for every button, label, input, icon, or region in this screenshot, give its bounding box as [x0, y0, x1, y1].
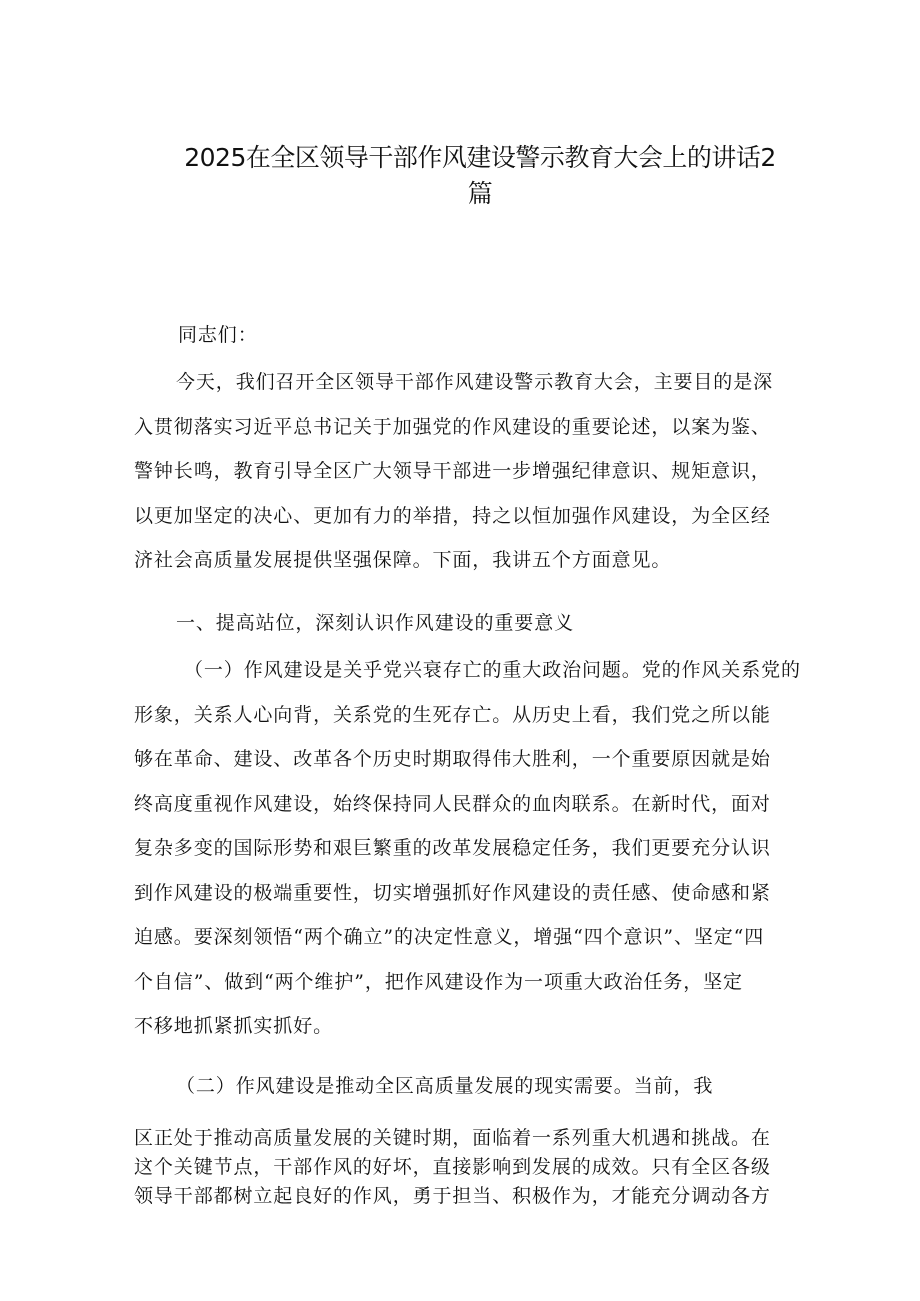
paragraph-line: 终高度重视作风建设，始终保持同人民群众的血肉联系。在新时代，面对 — [134, 792, 771, 815]
paragraph-line: 区正处于推动高质量发展的关键时期，面临着一系列重大机遇和挑战。在 — [134, 1127, 771, 1149]
paragraph-line: 以更加坚定的决心、更加有力的举措，持之以恒加强作风建设，为全区经 — [134, 504, 771, 527]
paragraph-line: 这个关键节点，干部作风的好坏，直接影响到发展的成效。只有全区各级 — [134, 1156, 771, 1178]
subsection-1-paragraph — [134, 648, 801, 1049]
paragraph-line: 形象，关系人心向背，关系党的生死存亡。从历史上看，我们党之所以能 — [134, 703, 771, 726]
title-line-1: 2025在全区领导干部作风建设警示教育大会上的讲话2 — [184, 143, 776, 172]
paragraph-line: （一）作风建设是关乎党兴衰存亡的重大政治问题。党的作风关系党的 — [184, 659, 801, 681]
title-line-2: 篇 — [467, 179, 493, 208]
paragraph-line: 今天，我们召开全区领导干部作风建设警示教育大会，主要目的是深 — [176, 371, 774, 393]
intro-paragraph — [134, 360, 786, 583]
subsection-2-first-line: （二）作风建设是推动全区高质量发展的现实需要。当前，我 — [176, 1075, 714, 1097]
paragraph-line: 入贯彻落实习近平总书记关于加强党的作风建设的重要论述，以案为鉴、 — [134, 415, 771, 438]
document-title — [170, 140, 790, 212]
paragraph-line: 复杂多变的国际形势和艰巨繁重的改革发展稳定任务，我们更要充分认识 — [134, 837, 771, 859]
paragraph-line: 到作风建设的极端重要性，切实增强抓好作风建设的责任感、使命感和紧 — [134, 881, 771, 904]
section-heading-1: 一、提高站位，深刻认识作风建设的重要意义 — [176, 612, 575, 634]
paragraph-line: 不移地抓紧抓实抓好。 — [134, 1015, 334, 1037]
subsection-2-paragraph — [134, 1124, 790, 1211]
salutation: 同志们： — [178, 324, 258, 346]
paragraph-line: 领导干部都树立起良好的作风，勇于担当、积极作为，才能充分调动各方 — [134, 1185, 771, 1207]
paragraph-line: 够在革命、建设、改革各个历史时期取得伟大胜利，一个重要原因就是始 — [134, 748, 771, 770]
paragraph-line: 迫感。要深刻领悟“两个确立”的决定性意义，增强“四个意识”、坚定“四 — [134, 926, 765, 948]
paragraph-line: 个自信”、做到“两个维护”，把作风建设作为一项重大政治任务，坚定 — [134, 970, 743, 993]
paragraph-line: 济社会高质量发展提供坚强保障。下面，我讲五个方面意见。 — [134, 549, 672, 571]
paragraph-line: 警钟长鸣，教育引导全区广大领导干部进一步增强纪律意识、规矩意识， — [134, 460, 771, 482]
